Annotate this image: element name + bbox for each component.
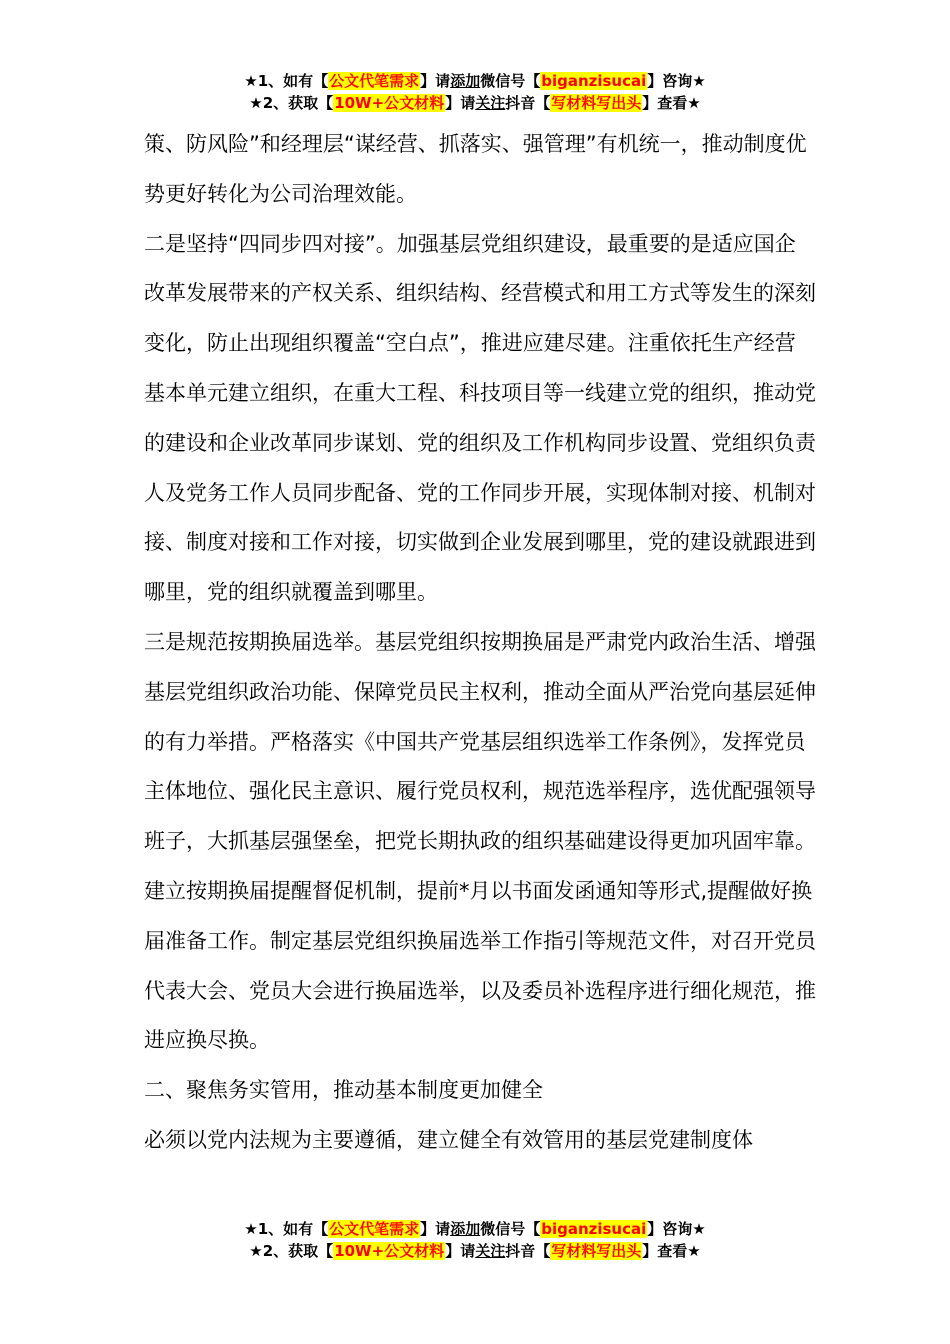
footer-banner [0, 1218, 950, 1262]
footer-line1-highlight1: 公文代笔需求 [329, 1220, 420, 1238]
footer-line2-suffix: 】查看★ [642, 1242, 701, 1260]
footer-line2-prefix: ★2、获取【 [249, 1242, 334, 1260]
banner-line1-middle1: 】请 [420, 72, 451, 90]
banner-line2-highlight2: 写材料写出头 [551, 94, 642, 112]
banner-line1-prefix: ★1、如有【 [244, 72, 329, 90]
footer-banner-line-1 [0, 1218, 950, 1240]
banner-line2-highlight1: 10W+公文材料 [334, 94, 445, 112]
banner-line2-underlined: 关注 [475, 94, 506, 112]
footer-line1-middle1: 】请 [420, 1220, 451, 1238]
footer-banner-line-2 [0, 1240, 950, 1262]
banner-line2-prefix: ★2、获取【 [249, 94, 334, 112]
banner-line1-underlined: 添加 [450, 72, 481, 90]
footer-line1-highlight2: biganzisucai [541, 1220, 647, 1238]
banner-line1-highlight2: biganzisucai [541, 72, 647, 90]
footer-line1-middle2: 微信号【 [480, 1220, 541, 1238]
footer-line1-suffix: 】咨询★ [647, 1220, 706, 1238]
footer-line2-middle2: 抖音【 [505, 1242, 551, 1260]
paragraph-four-sync: 二是坚持“四同步四对接”。加强基层党组织建设，最重要的是适应国企改革发展带来的产权关系、组织结构、经营模式和用工方式等发生的深刻变化，防止出现组织覆盖“空白点”，推进应建尽建。注重依托生产经营基本单元建立组织，在重大工程、科技项目等一线建立党的组织，推动党的建设和企业改革同步谋划、党的组织及工作机构同步设置、党组织负责人及党务工作人员同步配备、党的工作同步开展，实现体制对接、机制对接、制度对接和工作对接，切实做到企业发展到哪里，党的建设就跟进到哪里，党的组织就覆盖到哪里。 [144, 231, 816, 605]
footer-line1-underlined: 添加 [450, 1220, 481, 1238]
footer-line1-prefix: ★1、如有【 [244, 1220, 329, 1238]
banner-line2-middle1: 】请 [445, 94, 476, 112]
footer-line2-highlight1: 10W+公文材料 [334, 1242, 445, 1260]
banner-line1-highlight1: 公文代笔需求 [329, 72, 420, 90]
section-heading: 二、聚焦务实管用，推动基本制度更加健全 [144, 1078, 543, 1103]
paragraph-regulations: 必须以党内法规为主要遵循，建立健全有效管用的基层党建制度体 [144, 1127, 753, 1152]
footer-line2-middle1: 】请 [445, 1242, 476, 1260]
banner-line2-middle2: 抖音【 [505, 94, 551, 112]
footer-line2-highlight2: 写材料写出头 [551, 1242, 642, 1260]
banner-line-1 [0, 70, 950, 92]
paragraph-continuation: 策、防风险”和经理层“谋经营、抓落实、强管理”有机统一，推动制度优势更好转化为公司治理效能。 [144, 132, 807, 206]
banner-line1-suffix: 】咨询★ [647, 72, 706, 90]
paragraph-election: 三是规范按期换届选举。基层党组织按期换届是严肃党内政治生活、增强基层党组织政治功能、保障党员民主权利，推动全面从严治党向基层延伸的有力举措。严格落实《中国共产党基层组织选举工作条例》，发挥党员主体地位、强化民主意识、履行党员权利，规范选举程序，选优配强领导班子，大抓基层强堡垒，把党长期执政的组织基础建设得更加巩固牢靠。建立按期换届提醒督促机制，提前*月以书面发函通知等形式,提醒做好换届准备工作。制定基层党组织换届选举工作指引等规范文件，对召开党员代表大会、党员大会进行换届选举，以及委员补选程序进行细化规范，推进应换尽换。 [144, 629, 816, 1053]
banner-line1-middle2: 微信号【 [480, 72, 541, 90]
banner-line2-suffix: 】查看★ [642, 94, 701, 112]
document-body [144, 120, 816, 1166]
footer-line2-underlined: 关注 [475, 1242, 506, 1260]
banner-line-2 [0, 92, 950, 114]
header-banner [0, 70, 950, 114]
